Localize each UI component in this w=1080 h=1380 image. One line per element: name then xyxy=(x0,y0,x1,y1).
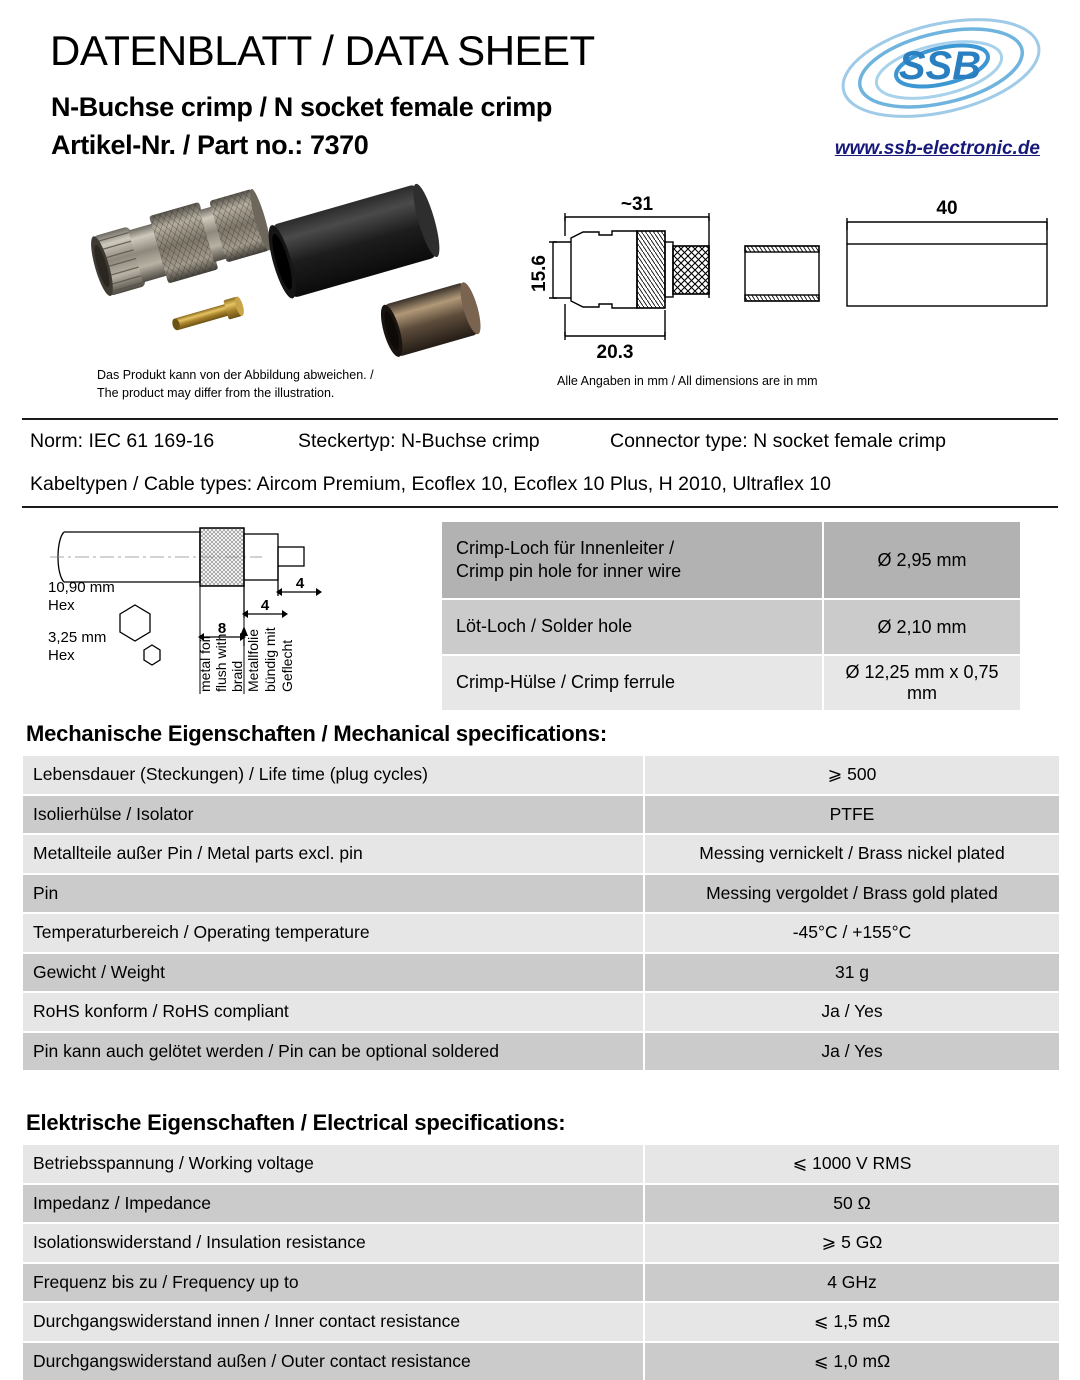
spec-value: Messing vergoldet / Brass gold plated xyxy=(644,874,1059,914)
dim-height: 15.6 xyxy=(529,255,550,292)
norm-block xyxy=(22,420,1058,506)
electrical-table xyxy=(23,1145,1059,1380)
electrical-section xyxy=(22,1110,1058,1380)
label-geflecht: Geflecht xyxy=(279,640,295,692)
crimp-pin-hole-label-en: Crimp pin hole for inner wire xyxy=(456,560,808,583)
label-metallfolie: Metallfolie xyxy=(245,629,261,692)
crimp-ferrule-value: Ø 12,25 mm x 0,75 mm xyxy=(823,655,1020,710)
table-row xyxy=(23,1342,1059,1380)
crimp-pin-hole-label xyxy=(442,522,823,599)
ssb-logo xyxy=(836,16,1046,121)
photo-disclaimer xyxy=(97,366,374,402)
hex-large-unit: Hex xyxy=(48,597,75,614)
spec-key: RoHS konform / RoHS compliant xyxy=(23,992,644,1032)
technical-drawing xyxy=(527,186,1072,361)
spec-key: Isolationswiderstand / Insulation resistance xyxy=(23,1223,644,1263)
norm-row-1 xyxy=(22,420,1058,463)
table-row xyxy=(23,913,1059,953)
spec-value: ⩽ 1,0 mΩ xyxy=(644,1342,1059,1380)
website-link[interactable]: www.ssb-electronic.de xyxy=(835,138,1040,160)
illustration-section xyxy=(22,178,1058,418)
spec-value: Ja / Yes xyxy=(644,1032,1059,1071)
mechanical-title: Mechanische Eigenschaften / Mechanical specifications: xyxy=(26,721,1058,747)
table-row xyxy=(23,795,1059,835)
table-row xyxy=(23,1184,1059,1224)
table-row xyxy=(23,992,1059,1032)
plug-type: Steckertyp: N-Buchse crimp xyxy=(298,430,610,453)
dim-body-length: 20.3 xyxy=(597,342,634,361)
dim-ferrule-length: 40 xyxy=(936,198,957,219)
spec-key: Lebensdauer (Steckungen) / Life time (plug cycles) xyxy=(23,756,644,795)
spec-value: ⩽ 1000 V RMS xyxy=(644,1145,1059,1184)
spec-key: Betriebsspannung / Working voltage xyxy=(23,1145,644,1184)
table-row xyxy=(23,1032,1059,1071)
table-row xyxy=(442,522,1020,599)
crimp-ferrule-label: Crimp-Hülse / Crimp ferrule xyxy=(442,655,823,710)
crimp-section xyxy=(22,514,1058,699)
spec-value: ⩾ 500 xyxy=(644,756,1059,795)
photo-disclaimer-en: The product may differ from the illustration. xyxy=(97,384,374,402)
spec-key: Frequenz bis zu / Frequency up to xyxy=(23,1263,644,1303)
dim-8-braid: 8 xyxy=(218,620,226,637)
product-name: N-Buchse crimp / N socket female crimp xyxy=(51,94,552,121)
label-buendig-mit: bündig mit xyxy=(262,627,278,692)
spec-key: Isolierhülse / Isolator xyxy=(23,795,644,835)
spec-value: Ja / Yes xyxy=(644,992,1059,1032)
product-photo xyxy=(80,178,500,363)
spec-value: ⩾ 5 GΩ xyxy=(644,1223,1059,1263)
label-braid: braid xyxy=(229,661,245,692)
photo-disclaimer-de: Das Produkt kann von der Abbildung abweichen. / xyxy=(97,366,374,384)
divider-bottom xyxy=(22,506,1058,508)
spec-value: 50 Ω xyxy=(644,1184,1059,1224)
crimp-pin-hole-label-de: Crimp-Loch für Innenleiter / xyxy=(456,537,808,560)
crimp-pin-hole-value: Ø 2,95 mm xyxy=(823,522,1020,599)
spec-key: Pin kann auch gelötet werden / Pin can be optional soldered xyxy=(23,1032,644,1071)
spec-key: Pin xyxy=(23,874,644,914)
spec-key: Gewicht / Weight xyxy=(23,953,644,993)
mechanical-table xyxy=(23,756,1059,1070)
spec-value: PTFE xyxy=(644,795,1059,835)
hex-small-unit: Hex xyxy=(48,647,75,664)
spec-key: Metallteile außer Pin / Metal parts excl. pin xyxy=(23,834,644,874)
spec-key: Temperaturbereich / Operating temperature xyxy=(23,913,644,953)
table-row xyxy=(23,1263,1059,1303)
table-row xyxy=(23,874,1059,914)
table-row xyxy=(23,1223,1059,1263)
spec-key: Durchgangswiderstand außen / Outer contact resistance xyxy=(23,1342,644,1380)
electrical-title: Elektrische Eigenschaften / Electrical specifications: xyxy=(26,1110,1058,1136)
dimension-note: Alle Angaben in mm / All dimensions are in mm xyxy=(557,374,818,388)
cable-preparation-figure xyxy=(32,514,422,694)
table-row xyxy=(23,834,1059,874)
hex-small-value: 3,25 mm xyxy=(48,629,106,646)
norm-row-2 xyxy=(22,463,1058,506)
spec-value: 4 GHz xyxy=(644,1263,1059,1303)
label-flush-with: flush with xyxy=(213,634,229,692)
logo-wordmark: SSB xyxy=(899,44,981,88)
page-title: DATENBLATT / DATA SHEET xyxy=(50,30,595,72)
table-row xyxy=(23,1302,1059,1342)
spec-value: 31 g xyxy=(644,953,1059,993)
spec-value: Messing vernickelt / Brass nickel plated xyxy=(644,834,1059,874)
crimp-dimensions-table xyxy=(442,522,1020,710)
spec-key: Durchgangswiderstand innen / Inner contact resistance xyxy=(23,1302,644,1342)
label-metal-foil: metal foil xyxy=(197,636,213,692)
norm-standard: Norm: IEC 61 169-16 xyxy=(30,430,298,453)
part-number: Artikel-Nr. / Part no.: 7370 xyxy=(51,132,368,159)
table-row xyxy=(442,599,1020,655)
solder-hole-value: Ø 2,10 mm xyxy=(823,599,1020,655)
connector-type: Connector type: N socket female crimp xyxy=(610,430,946,453)
cable-types: Kabeltypen / Cable types: Aircom Premium, Ecoflex 10, Ecoflex 10 Plus, H 2010, Ultraflex 10 xyxy=(30,473,831,496)
solder-hole-label: Löt-Loch / Solder hole xyxy=(442,599,823,655)
spec-value: -45°C / +155°C xyxy=(644,913,1059,953)
dim-4-inner: 4 xyxy=(296,575,305,592)
mechanical-section xyxy=(22,721,1058,1070)
table-row xyxy=(23,953,1059,993)
spec-value: ⩽ 1,5 mΩ xyxy=(644,1302,1059,1342)
table-row xyxy=(23,1145,1059,1184)
page-header xyxy=(22,0,1058,178)
table-row xyxy=(23,756,1059,795)
hex-large-value: 10,90 mm xyxy=(48,579,115,596)
dim-total-length: ~31 xyxy=(621,194,654,215)
dim-4-dielectric: 4 xyxy=(261,597,270,614)
spec-key: Impedanz / Impedance xyxy=(23,1184,644,1224)
table-row xyxy=(442,655,1020,710)
